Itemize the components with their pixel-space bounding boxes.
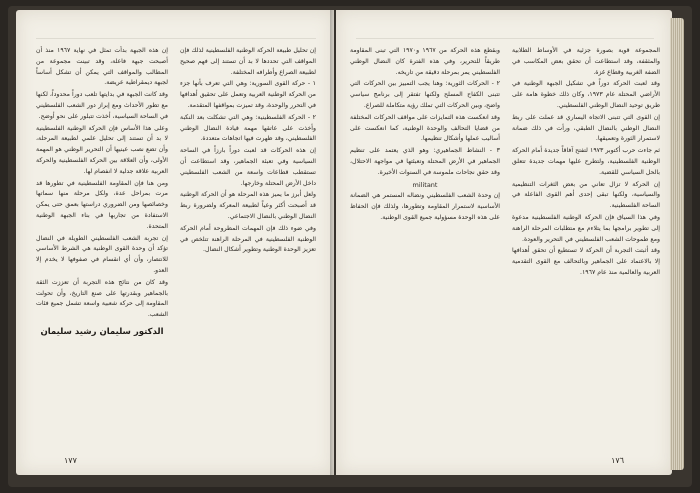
paragraph: ٢ - الحركات الثورية: وهنا يجب التمييز بين الحركات التي تتبنى الكفاح المسلح ولكنها تفتقر إلى برنامج سياسي واضح، وبين الحركات التي تملك رؤية متكاملة للصراع. <box>350 80 500 109</box>
left-page <box>16 10 334 475</box>
paragraph: وفي ضوء ذلك فإن المهمات المطروحة أمام الحركة الوطنية الفلسطينية في المرحلة الراهنة تتلخص في تعزيز الوحدة الوطنية وتطوير أشكال النضال. <box>180 224 316 254</box>
paragraph: وقد كان من نتائج هذه التجربة أن تعززت الثقة بالجماهير وبقدرتها على صنع التاريخ، وأن تحولت المقاومة إلى حركة شعبية واسعة تشمل جميع فئات الشعب. <box>36 278 168 319</box>
paragraph: وقد لعبت الحركة دوراً في تشكيل الجبهة الوطنية في الأراضي المحتلة عام ١٩٧٣، وكان ذلك خطوة هامة على طريق توحيد النضال الوطني الفلسطيني. <box>512 80 660 109</box>
paragraph: ثم جاءت حرب أكتوبر ١٩٧٣ لتفتح آفاقاً جديدة أمام الحركة الوطنية الفلسطينية، ولتطرح عليها مهمات جديدة تتعلق بالحل السياسي للقضية. <box>512 147 660 176</box>
paragraph: إن القوى التي تتبنى الاتجاه اليساري قد عملت على ربط النضال الوطني بالنضال الطبقي، ورأت في ذلك ضمانة لاستمرار الثورة وتعميقها. <box>512 113 660 143</box>
right-page-number: ١٧٦ <box>611 456 624 465</box>
paragraph: وقد أثبتت التجربة أن الحركة لا تستطيع أن تحقق أهدافها إلا بالاعتماد على الجماهير وبالتحالف مع القوى التقدمية العربية والعالمية منذ عام ١٩٦٧. <box>512 247 660 276</box>
right-page-inner-column <box>350 46 500 458</box>
top-margin-shade <box>36 38 316 39</box>
paragraph: ٢ - الحركة الفلسطينية: وهي التي تشكلت بعد النكبة وأخذت على عاتقها مهمة قيادة النضال الوطني الفلسطيني، وقد ظهرت فيها اتجاهات متعددة. <box>180 113 316 143</box>
right-page-outer-column <box>512 46 660 458</box>
paragraph: إن هذه الحركات قد لعبت دوراً بارزاً في الساحة السياسية وفي تعبئة الجماهير، وقد استطاعت أن تستقطب قطاعات واسعة من الشعب الفلسطيني داخل الأرض المحتلة وخارجها. <box>180 147 316 187</box>
paragraph: ٣ - النشاط الجماهيري: وهو الذي يعتمد على تنظيم الجماهير في الأرض المحتلة وتعبئتها في مواجهة الاحتلال، وقد حقق نجاحات ملموسة في السنوات الأخيرة. <box>350 147 500 176</box>
left-page-outer-column <box>36 46 168 458</box>
page-block-edge <box>670 18 684 470</box>
paragraph: إن هذه الجبهة بدأت تمثل في نهاية ١٩٦٧ منذ أن أصبحت جبهة فاعلة، وقد تبينت مجموعة من المطالب والمواقف التي يمكن أن تشكل أساساً لجبهة ديمقراطية عريضة. <box>36 47 168 87</box>
paragraph: وقد كانت الجبهة في بدايتها تلعب دوراً محدوداً، لكنها مع تطور الأحداث ومع إبراز دور الشعب الفلسطيني في الساحة السياسية، أخذت تتبلور على نحو أوضح. <box>36 91 168 120</box>
paragraph: وبقطع هذه الحركة من ١٩٦٧ و١٩٧٠ التي تبنى المقاومة طريقاً للتحرير، وفي هذه الفترة كان النضال الوطني الفلسطيني يمر بمرحلة دقيقة من تاريخه. <box>350 47 500 76</box>
right-page <box>336 10 672 475</box>
paragraph: ولعل أبرز ما يميز هذه المرحلة هو أن الحركة الوطنية قد أصبحت أكثر وعياً لطبيعة المعركة ولضرورة ربط النضال الوطني بالنضال الاجتماعي. <box>180 191 316 220</box>
paragraph: وقد انعكست هذه التمايزات على مواقف الحركات المختلفة من قضايا التحالف والوحدة الوطنية، كما انعكست على أساليب عملها وأشكال تنظيمها. <box>350 113 500 143</box>
paragraph: وعلى هذا الأساس فإن الحركة الوطنية الفلسطينية لا بد أن تستند إلى تحليل علمي لطبيعة المرحلة، وأن تضع نصب عينيها أن التحرير الوطني هو المهمة الأولى، وأن العلاقة بين الحركة الفلسطينية والحركة العربية علاقة جدلية لا انفصام لها. <box>36 124 168 175</box>
paragraph: إن تحليل طبيعة الحركة الوطنية الفلسطينية لذلك فإن المواقف التي تحددها لا بد أن تستند إلى فهم صحيح لطبيعة الصراع وأطرافه المختلفة. <box>180 47 316 76</box>
paragraph: إن تجربة الشعب الفلسطيني الطويلة في النضال تؤكد أن وحدة القوى الوطنية هي الشرط الأساسي للانتصار، وأن أي انقسام في صفوفها لا يخدم إلا العدو. <box>36 234 168 274</box>
paragraph: ومن هنا فإن المقاومة الفلسطينية في تطورها قد مرت بمراحل عدة، ولكل مرحلة منها سماتها وخصائصها ومن الضروري دراستها بعمق حتى يمكن الاستفادة من تجاربها في بناء الجبهة الوطنية المتحدة. <box>36 179 168 230</box>
left-page-inner-column <box>180 46 316 458</box>
inline-latin-term: militant <box>412 180 438 189</box>
paragraph: المجموعة قوية بصورة جزئية في الأوساط الطلابية والمثقفة، وقد استطاعت أن تحقق بعض المكاسب في الضفة الغربية وقطاع غزة. <box>512 47 660 76</box>
paragraph: وفي هذا السياق فإن الحركة الوطنية الفلسطينية مدعوة إلى تطوير برامجها بما يتلاءم مع متطلبات المرحلة الراهنة ومع طموحات الشعب الفلسطيني في التحرير والعودة. <box>512 213 660 243</box>
paragraph: ١ - حركة القوى السورية: وهي التي تعرف بأنها جزء من الحركة الوطنية العربية وتعمل على تحقيق أهدافها في التحرر والوحدة، وقد تميزت بمواقفها المتقدمة. <box>180 80 316 109</box>
left-page-number: ١٧٧ <box>64 456 77 465</box>
top-margin-shade <box>356 38 654 39</box>
author-signature: الدكتور سليمان رشيد سليمان <box>40 326 164 337</box>
paragraph: إن وحدة الشعب الفلسطيني ونضاله المستمر هي الضمانة الأساسية لاستمرار المقاومة وتطورها، ولذلك فإن الحفاظ على هذه الوحدة مسؤولية جميع القوى الوطنية. <box>350 192 500 221</box>
paragraph: إن الحركة لا تزال تعاني من بعض الثغرات التنظيمية والسياسية، ولكنها تبقى إحدى أهم القوى الفاعلة في الساحة الفلسطينية. <box>512 180 660 210</box>
